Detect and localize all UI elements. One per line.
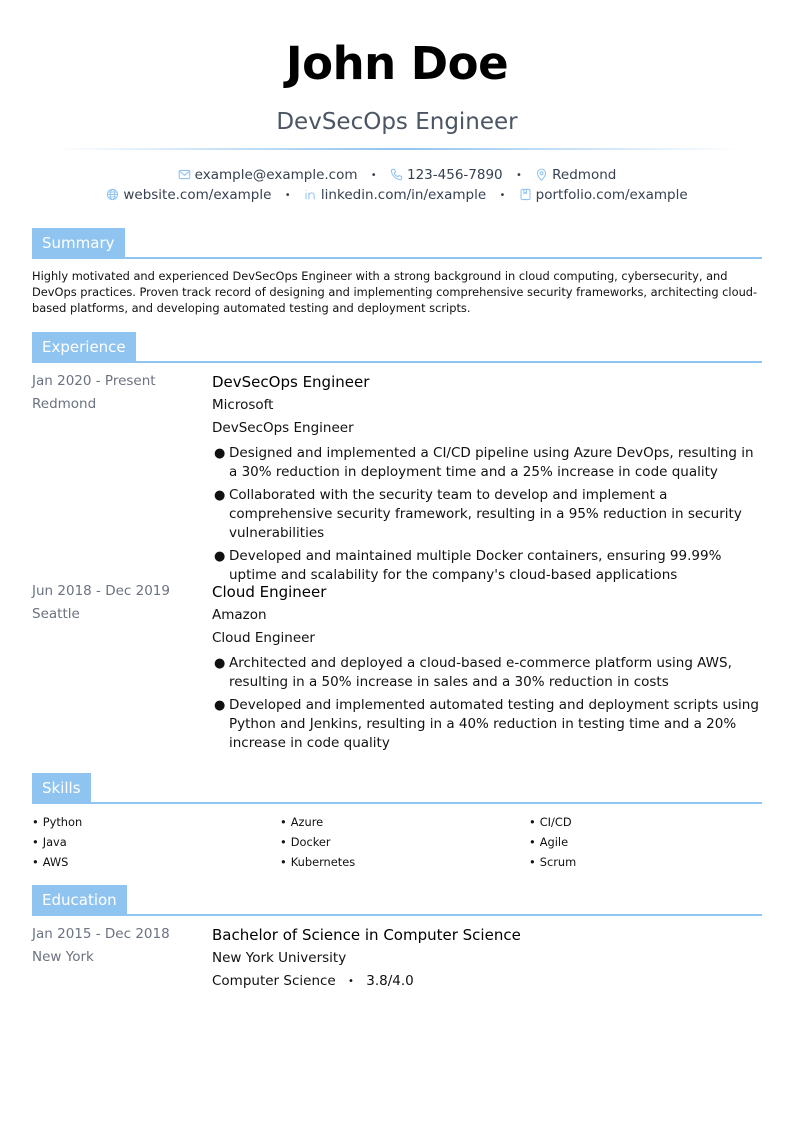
bullet-text: Collaborated with the security team to develop and implement a comprehensive security framework, resulting in a 95% reduction in security vulnerabilities [229,487,742,541]
email-text: example@example.com [194,167,358,183]
education-gpa: 3.8/4.0 [366,973,414,989]
education-date: Jan 2015 - Dec 2018 [32,926,170,942]
title-divider [52,148,742,150]
contact-website[interactable] [106,186,271,204]
separator-dot: • [515,170,522,181]
experience-bullet [212,696,764,753]
experience-role: DevSecOps Engineer [212,373,370,391]
contact-linkedin[interactable] [304,186,486,204]
phone-icon [390,168,403,181]
bullet-text: Developed and implemented automated testing and deployment scripts using Python and Jenkins, resulting in a 40% reduction in testing time and a 20% increase in code quality [229,697,759,751]
email-icon [178,168,191,181]
phone-text: 123-456-7890 [407,167,503,183]
experience-bullets [212,444,764,585]
contact-email[interactable] [178,166,358,184]
experience-location: Seattle [32,606,80,622]
bullet-text: Designed and implemented a CI/CD pipeline using Azure DevOps, resulting in a 30% reduction in deployment time and a 25% increase in code quality [229,445,754,480]
education-location: New York [32,949,94,965]
experience-bullets [212,654,764,753]
candidate-name: John Doe [285,37,509,90]
education-heading: Education [32,885,127,915]
separator-dot: • [348,976,354,987]
experience-bullet [212,444,764,482]
skill-item: • Python [32,815,83,829]
experience-bullet [212,654,764,692]
education-school: New York University [212,950,347,966]
skill-text: Python [42,815,83,829]
skill-text: CI/CD [539,815,572,829]
bullet-text: Developed and maintained multiple Docker containers, ensuring 99.99% uptime and scalability for the company's cloud-based applications [229,548,722,583]
experience-bullet [212,547,764,585]
skills-section-header [32,773,762,805]
location-pin-icon [535,168,548,181]
website-text: website.com/example [123,187,272,203]
experience-entry [212,581,764,753]
bullet-dot-icon: ● [214,549,226,564]
candidate-title: DevSecOps Engineer [276,109,518,135]
experience-company: Microsoft [212,397,274,413]
skill-item: • Kubernetes [280,855,356,869]
education-field-gpa [212,970,764,993]
skill-item: • Docker [280,835,331,849]
contact-location [535,166,616,184]
education-degree: Bachelor of Science in Computer Science [212,926,521,944]
skill-text: Java [42,835,67,849]
skill-item: • Scrum [529,855,577,869]
bullet-dot-icon: ● [214,698,226,713]
experience-position: DevSecOps Engineer [212,420,354,436]
skill-text: Docker [290,835,331,849]
linkedin-text: linkedin.com/in/example [320,187,487,203]
bullet-dot-icon: ● [214,656,226,671]
section-divider [32,361,762,363]
experience-location: Redmond [32,396,97,412]
education-field: Computer Science [212,973,336,989]
skills-column [32,812,272,872]
skills-heading: Skills [32,773,91,803]
skill-text: Agile [539,835,569,849]
experience-date: Jun 2018 - Dec 2019 [32,583,170,599]
summary-text: Highly motivated and experienced DevSecOps Engineer with a strong background in cloud computing, cybersecurity, and DevOps practices. Proven track record of designing and implementing comprehensive security frameworks, architecting cloud-based platforms, and developing automated testing and deployment scripts. [32,269,758,315]
experience-date: Jan 2020 - Present [32,373,156,389]
section-divider [32,802,762,804]
skills-column [280,812,520,872]
skill-text: Kubernetes [290,855,356,869]
separator-dot: • [370,170,377,181]
contact-phone[interactable] [390,166,503,184]
experience-entry [212,371,764,585]
contact-row-links [0,186,794,205]
skill-text: Scrum [539,855,577,869]
portfolio-icon [519,188,532,201]
contact-portfolio[interactable] [519,186,688,204]
skill-text: Azure [290,815,324,829]
skill-item: • Java [32,835,67,849]
location-text: Redmond [552,167,617,183]
experience-bullet [212,486,764,543]
separator-dot: • [284,190,291,201]
bullet-text: Architected and deployed a cloud-based e-commerce platform using AWS, resulting in a 50% increase in sales and a 30% reduction in costs [229,655,732,690]
summary-heading: Summary [32,228,125,258]
separator-dot: • [499,190,506,201]
globe-icon [106,188,119,201]
contact-row-primary [0,166,794,185]
experience-role: Cloud Engineer [212,583,327,601]
bullet-dot-icon: ● [214,488,226,503]
experience-position: Cloud Engineer [212,630,315,646]
skills-column [529,812,769,872]
experience-company: Amazon [212,607,267,623]
skill-item: • Azure [280,815,324,829]
skill-text: AWS [42,855,69,869]
experience-section-header [32,332,762,364]
education-entry [212,924,764,993]
education-section-header [32,885,762,917]
bullet-dot-icon: ● [214,446,226,461]
section-divider [32,914,762,916]
portfolio-text: portfolio.com/example [535,187,688,203]
summary-section-header [32,228,762,260]
skill-item: • CI/CD [529,815,572,829]
experience-heading: Experience [32,332,136,362]
skill-item: • Agile [529,835,569,849]
skill-item: • AWS [32,855,69,869]
section-divider [32,257,762,259]
linkedin-icon [304,188,317,201]
